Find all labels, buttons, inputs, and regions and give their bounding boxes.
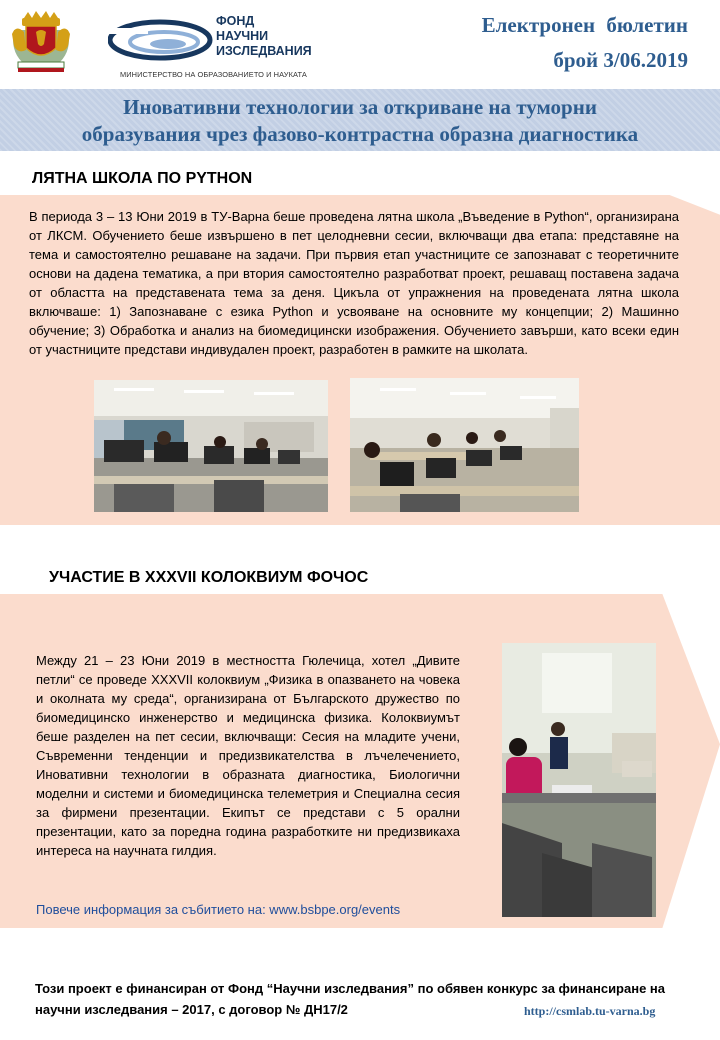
project-title-line: Иновативни технологии за откриване на туморни <box>123 95 597 119</box>
section-heading-python: ЛЯТНА ШКОЛА ПО PYTHON <box>32 170 253 187</box>
science-fund-logo <box>108 14 358 80</box>
fund-name <box>216 14 312 59</box>
project-title <box>0 94 720 148</box>
photo-classroom-2 <box>350 378 579 512</box>
bulletin-title: Електронен бюлетин <box>481 13 688 37</box>
bulletin-issue: брой 3/06.2019 <box>553 48 688 72</box>
funding-note: Този проект е финансиран от Фонд “Научни изследвания” по обявен конкурс за финансиране на научни изследвания – 2017, с договор № ДН17/2 <box>35 981 666 1017</box>
section-heading-colloquium: УЧАСТИЕ В XXXVII КОЛОКВИУМ ФОЧОС <box>49 569 369 586</box>
section-text-colloquium: Между 21 – 23 Юни 2019 в местността Гюлечица, хотел „Дивите петли“ се проведе XXXVII колоквиум „Физика в опазването на човека и околната му среда“, организирана от Българското дружество по биомедицинско инженерство и медицинска физика. Колоквиумът беше разделен на пет сесии, включващи: Сесия на младите учени, Съвременни тенденции и предизвикателства в лъчелечението, Иновативни технологии в образната диагностика, Биологични моделни и системи и биомедицинска телеметрия и Специална сесия за фирмени презентации. Екипът се представи с 5 орални презентации, като за поредна година разработките ни предизвикаха интереса на научната гилдия. <box>36 653 460 858</box>
title-band <box>0 89 720 151</box>
more-info-link[interactable]: Повече информация за събитието на: www.bsbpe.org/events <box>36 902 401 917</box>
lab-website-link[interactable]: http://csmlab.tu-varna.bg <box>524 1004 656 1018</box>
section-text-python: В периода 3 – 13 Юни 2019 в ТУ-Варна беше проведена лятна школа „Въведение в Python“, организирана от ЛКСМ. Обучението беше извършено в пет целодневни сесии, включващи два етапа: представяне на тема и самостоятелно решаване на задачи. При първия етап участниците се запознават с теоретичните основи на дадена тематика, а при втория самостоятелно разработват проект, решаващ поставена задача от областта на представената тема за деня. Цикъла от упражнения на проведената лятна школа включваше: 1) Запознаване с езика Python и усвояване на основните му концепции; 2) Машинно обучение; 3) Обработка и анализ на биомедицински изображения. Обучението завърши, като всеки един от участниците представи индивудален проект, разработен в рамките на школата. <box>29 209 679 357</box>
photo-classroom-1 <box>94 380 328 512</box>
ministry-name: МИНИСТЕРСТВО НА ОБРАЗОВАНИЕТО И НАУКАТА <box>120 70 307 79</box>
project-title-line: образувания чрез фазово-контрастна образна диагностика <box>81 122 639 146</box>
bulletin-info <box>482 8 688 78</box>
photo-colloquium <box>502 643 656 917</box>
coat-of-arms-icon <box>6 10 76 74</box>
fund-name-line: НАУЧНИ <box>216 29 269 43</box>
fund-name-line: ИЗСЛЕДВАНИЯ <box>216 44 312 58</box>
fund-name-line: ФОНД <box>216 14 255 28</box>
